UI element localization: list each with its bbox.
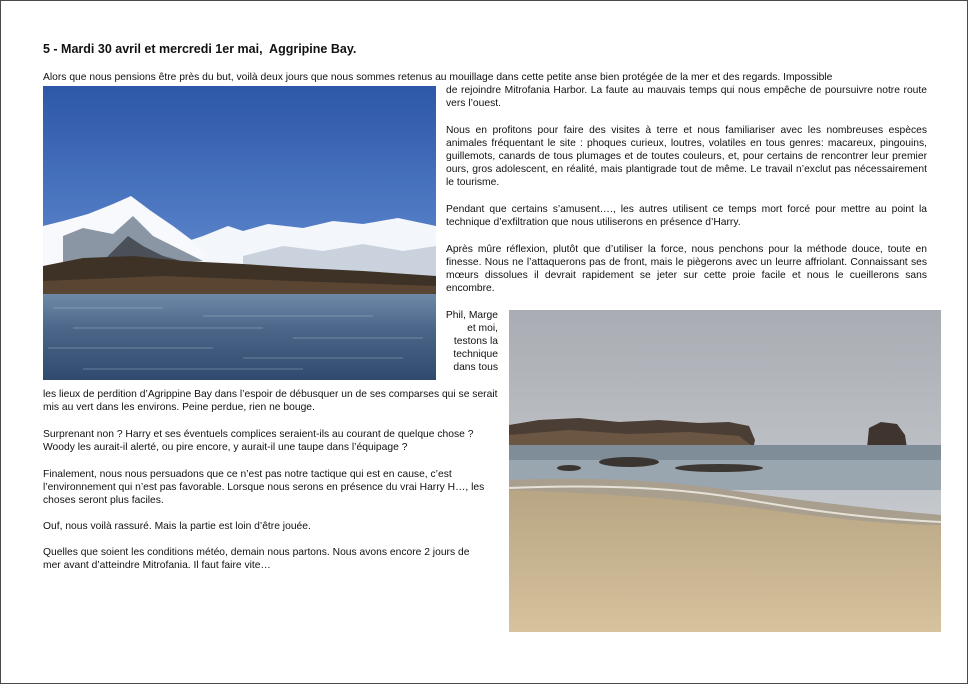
paragraph-finally: Finalement, nous nous persuadons que ce n’est pas notre tactique qui est en cause, c’est l’environnement qui n’est pas favorable. Lorsque nous serons en présence du vrai Harry H…, les choses seront plus faciles.	[43, 469, 485, 507]
paragraph-method: Après mûre réflexion, plutôt que d’utiliser la force, nous penchons pour la méthode douce, toute en finesse. Nous ne l’attaquerons pas de front, mais le piègerons avec un leurre affriolant. Connaissant ses mœurs dissolues il devrait rapidement se jeter sur cette proie facile et nous le cueillerons sans encombre.	[446, 244, 927, 295]
paragraph-exfiltration: Pendant que certains s’amusent…., les autres utilisent ce temps mort forcé pour mettre au point la technique d’exfiltration que nous utiliserons en présence d’Harry.	[446, 204, 927, 229]
paragraph-intro-continued: de rejoindre Mitrofania Harbor. La faute au mauvais temps qui nous empêche de poursuivre notre route vers l’ouest.	[446, 85, 927, 110]
paragraph-wildlife: Nous en profitons pour faire des visites à terre et nous familiariser avec les nombreuses espèces animales fréquentant le site : phoques curieux, loutres, volatiles en tous genres: macareux, pingouins, guillemots, canards de tous plumages et de toutes couleurs, et, pour certains de rencontrer leur premier ours, gros adolescent, en réalité, mais plantigrade tout de même. Le travail n’exclut pas nécessairement le tourisme.	[446, 125, 927, 189]
paragraph-surprising: Surprenant non ? Harry et ses éventuels complices seraient-ils au courant de quelque chose ? Woody les aurait-il alerté, ou pire encore, y aurait-il une taupe dans l’équipage ?	[43, 429, 474, 454]
paragraph-departure: Quelles que soient les conditions météo, demain nous partons. Nous avons encore 2 jours de mer avant d’atteindre Mitrofania. Il faut faire vite…	[43, 547, 470, 572]
paragraph-relieved: Ouf, nous voilà rassuré. Mais la partie est loin d’être jouée.	[43, 521, 311, 532]
mountain-bay-photo	[43, 86, 436, 380]
page-title: 5 - Mardi 30 avril et mercredi 1er mai, Aggripine Bay.	[43, 42, 357, 56]
paragraph-testing-continued: les lieux de perdition d’Agrippine Bay dans l’espoir de débusquer un de ses comparses qui se serait mis au vert dans les environs. Peine perdue, rien ne bouge.	[43, 389, 498, 414]
paragraph-intro-first-line: Alors que nous pensions être près du but, voilà deux jours que nous sommes retenus au mouillage dans cette petite anse bien protégée de la mer et des regards. Impossible	[43, 72, 833, 83]
paragraph-testing-narrow: Phil, Marge et moi, testons la technique dans tous	[445, 310, 498, 374]
beach-cliffs-photo	[509, 310, 941, 632]
